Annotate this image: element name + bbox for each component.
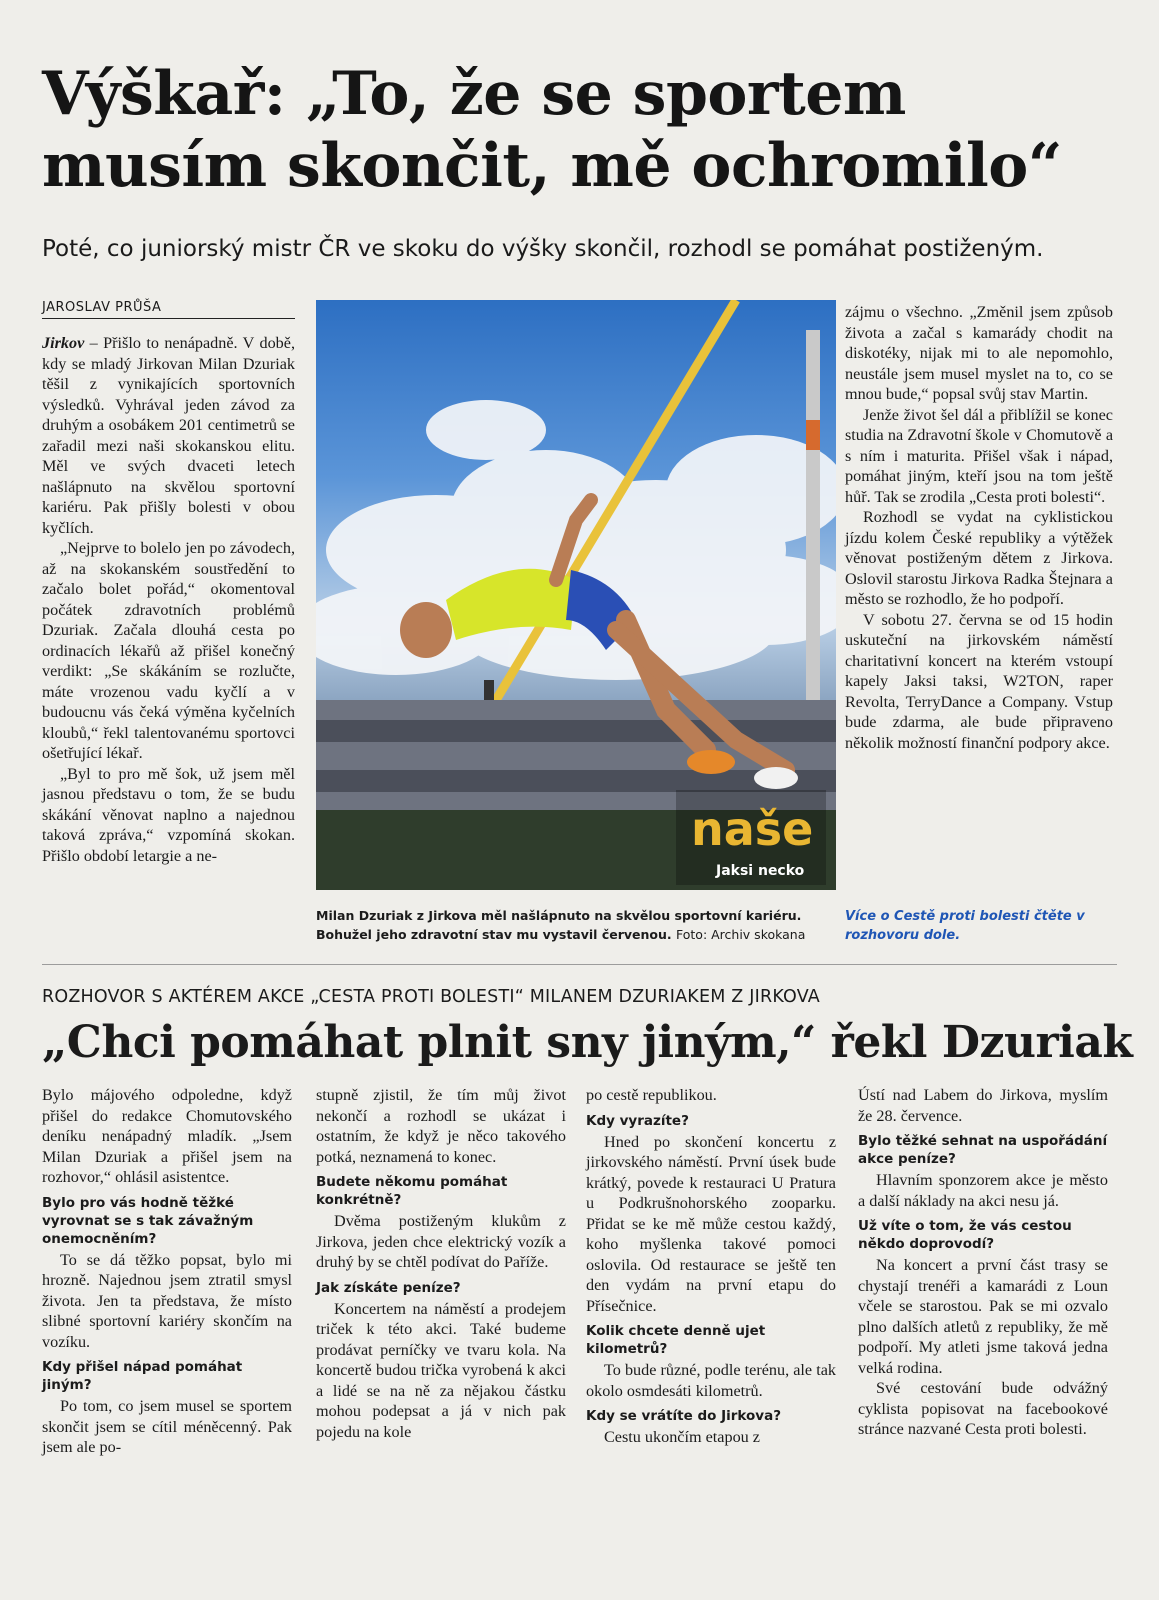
interview-answer: Bylo májového odpoledne, když přišel do redakce Chomutovského deníku nenápadný mladík. „Jsem Milan Dzuriak a přišel jsem na rozhovor,“ ohlásil asistentce. bbox=[42, 1086, 292, 1186]
article-paragraph: „Nejprve to bolelo jen po závodech, až na skokanském soustředění to začalo bolet pořád,“ okomentoval počátek zdravotních problémů Dzuriak. Začala dlouhá cesta po ordinacích lékařů až přišel konečný verdikt: „Se skákáním se rozlučte, máte vrozenou vadu kyčlí a v budoucnu vás čeká výměna kyčelních kloubů,“ řekl talentovanému sportovci ošetřující lékař. bbox=[42, 539, 295, 762]
article-paragraph: zájmu o všechno. „Změnil jsem způsob života a začal s kamarády chodit na diskotéky, nijak mi to ale nepomohlo, neustále jsem musel myslet na to, co se mnou bude,“ popsal svůj stav Martin. bbox=[845, 303, 1113, 403]
interview-question: Jak získáte peníze? bbox=[316, 1279, 461, 1296]
section-divider bbox=[42, 964, 1117, 965]
watermark-text: naše bbox=[691, 802, 814, 856]
interview-answer: po cestě republikou. bbox=[586, 1086, 717, 1104]
interview-answer: To se dá těžko popsat, bylo mi hrozně. Najednou jsem ztratil smysl života. Jen ta představa, že místo slibné sportovní kariéry skončím na vozíku. bbox=[42, 1250, 292, 1351]
interview-answer: Hlavním sponzorem akce je město a další náklady na akci nesu já. bbox=[858, 1171, 1108, 1210]
article-right-column bbox=[845, 302, 1113, 753]
article-paragraph: Jenže život šel dál a přiblížil se konec studia na Zdravotní škole v Chomutově a s ním i maturita. Přišel však i nápad, pomáhat jiným, kteří jsou na tom ještě hůř. Tak se zrodila „Cesta proti bolesti“. bbox=[845, 405, 1113, 506]
more-about-link[interactable]: Více o Cestě proti bolesti čtěte v rozhovoru dole. bbox=[845, 909, 1085, 943]
interview-answer: Své cestování bude odvážný cyklista popisovat na facebookové stránce nazvané Cesta proti bolesti. bbox=[858, 1379, 1108, 1438]
dateline: Jirkov bbox=[42, 334, 85, 352]
interview-kicker: ROZHOVOR S AKTÉREM AKCE „CESTA PROTI BOLESTI“ MILANEM DZURIAKEM Z JIRKOVA bbox=[42, 987, 820, 1007]
interview-answer: Dvěma postiženým klukům z Jirkova, jeden chce elektrický vozík a druhý by se chtěl podívat do Paříže. bbox=[316, 1212, 566, 1271]
watermark-subtext: Jaksi necko bbox=[716, 863, 805, 879]
interview-headline: „Chci pomáhat plnit sny jiným,“ řekl Dzuriak bbox=[42, 1017, 1133, 1068]
interview-answer: Ústí nad Labem do Jirkova, myslím že 28. července. bbox=[858, 1086, 1108, 1125]
photo-illustration bbox=[316, 300, 836, 890]
high-jump-photo bbox=[316, 300, 836, 890]
interview-answer: Cestu ukončím etapou z bbox=[604, 1428, 760, 1446]
article-paragraph: V sobotu 27. června se od 15 hodin uskuteční na jirkovském náměstí charitativní koncert na kterém vstoupí kapely Jaksi taksi, W2TON, raper Revolta, TerryDance a Company. Vstup bude zdarma, ale bude připraveno několik možností finanční podpory akce. bbox=[845, 610, 1113, 752]
interview-answer: Hned po skončení koncertu z jirkovského náměstí. První úsek bude krátký, povede k restauraci U Pratura u Podkrušnohorského zooparku. Přidat se ke mě může cestou každý, koho myšlenka takové pomoci oslovila. Od restaurace se ještě ten den vydám na první etapu do Přísečnice. bbox=[586, 1132, 836, 1315]
photo-credit: Foto: Archiv skokana bbox=[676, 927, 806, 942]
publisher-watermark bbox=[676, 790, 826, 885]
article-subheadline: Poté, co juniorský mistr ČR ve skoku do výšky skončil, rozhodl se pomáhat postiženým. bbox=[42, 236, 1044, 262]
interview-answer: Na koncert a první část trasy se chystají trenéři a kamarádi z Loun včele se starostou. Pak se mi ozvalo plno dalších atletů z republiky, že mě podpoří. My atleti jsme taková jedna velká rodina. bbox=[858, 1256, 1108, 1377]
interview-question: Už víte o tom, že vás cestou někdo doprovodí? bbox=[858, 1218, 1072, 1252]
article-headline: Výškař: „To, že se sportem musím skončit, mě ochromilo“ bbox=[42, 59, 1062, 201]
interview-question: Kolik chcete denně ujet kilometrů? bbox=[586, 1323, 766, 1357]
article-paragraph: Rozhodl se vydat na cyklistickou jízdu kolem České republiky a výtěžek věnovat postiženým dětem z Jirkova. Oslovil starostu Jirkova Radka Štejnara a město se rozhodlo, že ho podpoří. bbox=[845, 508, 1113, 608]
article-paragraph: „Byl to pro mě šok, už jsem měl jasnou představu o tom, že se budu skákání věnovat naplno a najednou taková zpráva,“ vzpomíná skokan. Přišlo období letargie a ne- bbox=[42, 764, 295, 865]
article-paragraph: Jirkov – Přišlo to nenápadně. V době, kdy se mladý Jirkovan Milan Dzuriak těšil z vynikajících sportovních výsledků. Vyhrával jeden závod za druhým a osobákem 201 centimetrů se zařadil mezi naši skokanskou elitu. Měl ve svých dvaceti letech našlápnuto na skvělou sportovní kariéru. Pak přišly bolesti v obou kyčlích. bbox=[42, 334, 295, 537]
byline: JAROSLAV PRŮŠA bbox=[42, 300, 295, 319]
interview-column-3 bbox=[586, 1085, 836, 1448]
photo-caption: Milan Dzuriak z Jirkova měl našlápnuto na skvělou sportovní kariéru. Bohužel jeho zdravotní stav mu vystavil červenou. Foto: Archiv skokana bbox=[316, 908, 806, 942]
interview-answer: To bude různé, podle terénu, ale tak okolo osmdesáti kilometrů. bbox=[586, 1361, 836, 1400]
interview-question: Kdy vyrazíte? bbox=[586, 1112, 689, 1129]
interview-answer: stupně zjistil, že tím můj život nekončí a rozhodl se ukázat i ostatním, že když je něco takového potká, neznamená to konec. bbox=[316, 1086, 566, 1166]
interview-answer: Koncertem na náměstí a prodejem triček k této akci. Také budeme prodávat perníčky ve tvaru kola. Na koncertě budou trička vyrobená k akci a lidé se na ně za nějakou částku mohou podepsat a já v nich pak pojedu na kole bbox=[316, 1299, 566, 1441]
interview-question: Bylo pro vás hodně těžké vyrovnat se s tak závažným onemocněním? bbox=[42, 1194, 254, 1247]
interview-answer: Po tom, co jsem musel se sportem skončit jsem se cítil méněcenný. Pak jsem ale po- bbox=[42, 1397, 292, 1456]
interview-column-2 bbox=[316, 1085, 566, 1442]
interview-question: Bylo těžké sehnat na uspořádání akce peníze? bbox=[858, 1133, 1108, 1167]
interview-question: Kdy přišel nápad pomáhat jiným? bbox=[42, 1359, 243, 1393]
article-left-column bbox=[42, 333, 295, 866]
interview-question: Kdy se vrátíte do Jirkova? bbox=[586, 1408, 782, 1424]
interview-column-1 bbox=[42, 1085, 292, 1458]
interview-question: Budete někomu pomáhat konkrétně? bbox=[316, 1174, 508, 1208]
interview-column-4 bbox=[858, 1085, 1108, 1440]
